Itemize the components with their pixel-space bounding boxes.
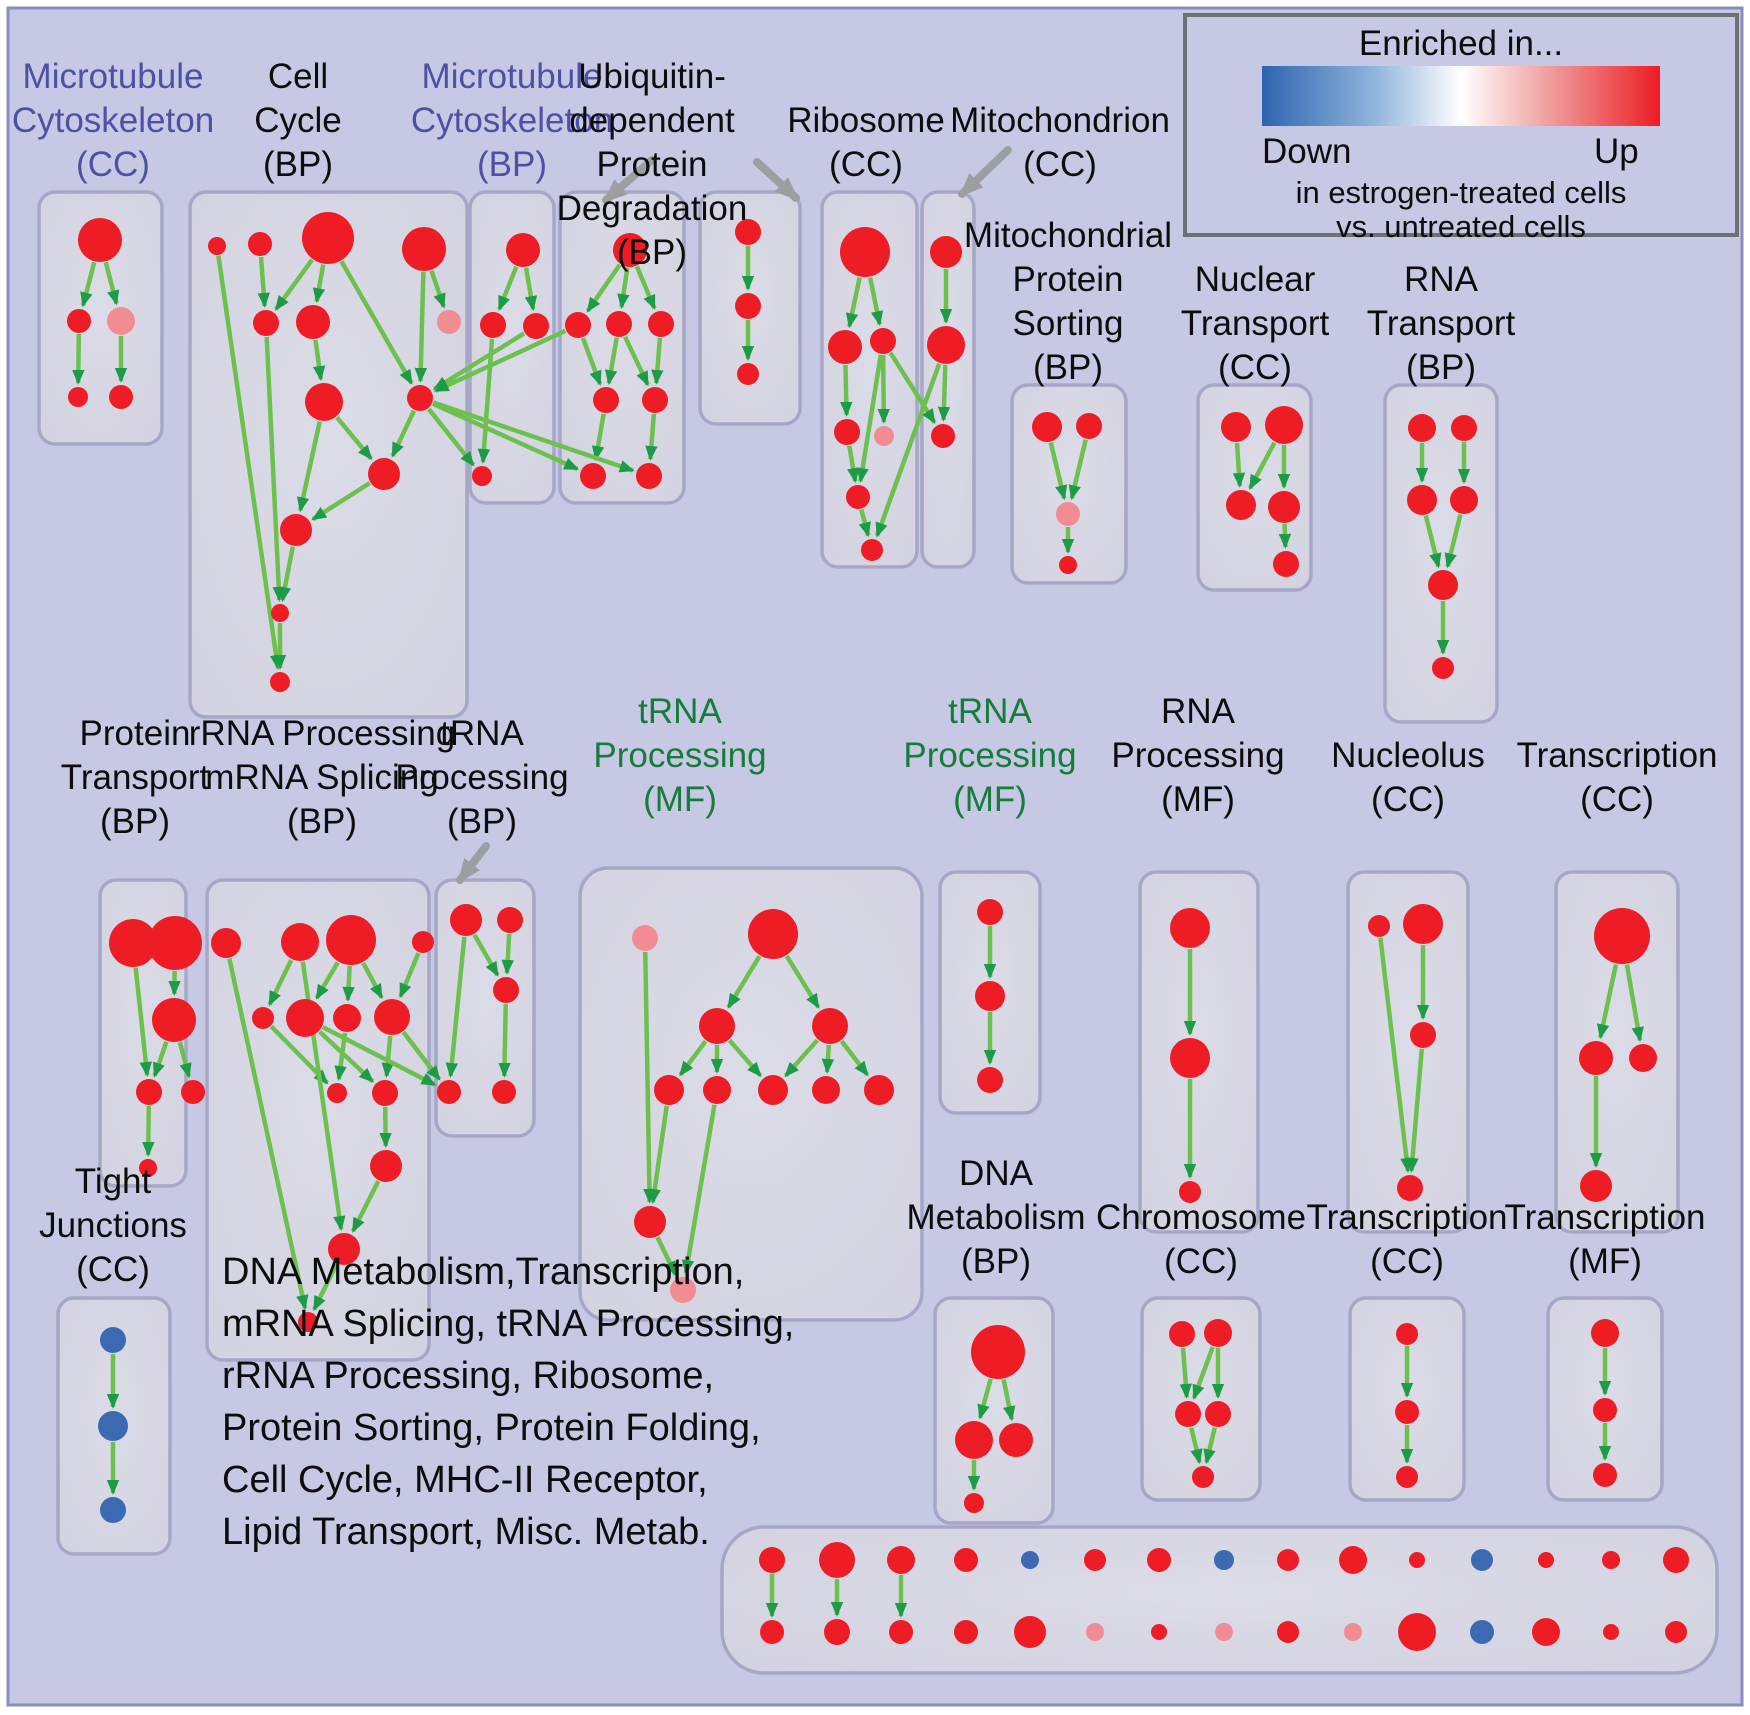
cluster-label-line: Microtubule — [421, 57, 603, 96]
go-term-node — [1579, 1041, 1613, 1075]
go-term-node — [870, 328, 896, 354]
cluster-label-line: Protein — [596, 145, 708, 184]
go-term-node — [1629, 1044, 1657, 1072]
cluster-label-line: Protein — [1012, 260, 1124, 299]
go-term-node — [1408, 414, 1436, 442]
go-term-node — [1594, 908, 1650, 964]
go-term-node — [1175, 1401, 1201, 1427]
cluster-label-line: RNA — [1161, 692, 1235, 731]
cluster-label-line: Degradation — [556, 189, 748, 228]
edge — [944, 365, 946, 420]
go-term-node — [1205, 1401, 1231, 1427]
go-term-node — [1396, 1466, 1418, 1488]
cluster-label-line: (CC) — [1371, 780, 1445, 819]
cluster-label-line: Processing — [1111, 736, 1285, 775]
go-term-node — [1450, 486, 1478, 514]
go-term-node — [977, 1067, 1003, 1093]
go-term-node — [1602, 1551, 1620, 1569]
cluster-label-line: Mitochondrial — [963, 216, 1173, 255]
go-term-node — [1170, 908, 1210, 948]
go-term-node — [253, 310, 279, 336]
cluster-label-line: (MF) — [643, 780, 717, 819]
cluster-label-line: Cytoskeleton — [410, 101, 614, 140]
cluster-label-line: (MF) — [953, 780, 1027, 819]
go-term-node — [648, 311, 674, 337]
go-term-node — [1368, 915, 1390, 937]
go-term-node — [68, 387, 88, 407]
go-term-node — [1056, 502, 1080, 526]
cluster-label-line: rRNA Processing — [188, 714, 456, 753]
go-term-node — [1147, 1548, 1171, 1572]
go-term-node — [1021, 1551, 1039, 1569]
go-term-node — [1432, 657, 1454, 679]
go-term-node — [812, 1076, 840, 1104]
go-term-node — [887, 1546, 915, 1574]
go-term-node — [703, 1076, 731, 1104]
go-term-node — [211, 928, 241, 958]
go-term-node — [305, 383, 343, 421]
go-term-node — [593, 387, 619, 413]
cluster-label-line: Transport — [60, 758, 210, 797]
go-term-node — [1665, 1621, 1687, 1643]
go-term-node — [1204, 1319, 1232, 1347]
cluster-label-line: tRNA — [638, 692, 722, 731]
go-term-node — [372, 1080, 398, 1106]
go-term-node — [1451, 415, 1477, 441]
go-term-node — [1169, 1321, 1195, 1347]
go-term-node — [759, 1547, 785, 1573]
edge — [348, 966, 350, 1000]
go-term-node — [107, 307, 135, 335]
go-term-node — [286, 999, 324, 1037]
cluster-label-line: (BP) — [1033, 348, 1103, 387]
go-term-node — [374, 999, 410, 1035]
go-term-node — [954, 1620, 978, 1644]
go-term-node — [109, 385, 133, 409]
go-term-node — [437, 1080, 461, 1104]
go-term-node — [1059, 556, 1077, 574]
go-term-node — [248, 232, 272, 256]
go-term-node — [1273, 551, 1299, 577]
legend-gradient-bar — [1262, 66, 1660, 126]
edge — [1237, 443, 1240, 486]
edge — [385, 1107, 386, 1146]
cluster-label-line: Nuclear — [1194, 260, 1316, 299]
legend-subtitle-1: in estrogen-treated cells — [1295, 175, 1627, 210]
footnote-line: mRNA Splicing, tRNA Processing, — [222, 1303, 795, 1345]
go-term-node — [1032, 412, 1062, 442]
cluster-label-line: Transcription — [1306, 1198, 1508, 1237]
go-term-node — [954, 1548, 978, 1572]
go-term-node — [1192, 1466, 1214, 1488]
cluster-label-line: Mitochondrion — [950, 101, 1170, 140]
cluster-label-line: (CC) — [1023, 145, 1097, 184]
go-term-node — [1268, 491, 1300, 523]
go-term-node — [327, 1083, 347, 1103]
cluster-label-line: Tight — [74, 1162, 152, 1201]
go-term-node — [1221, 412, 1251, 442]
go-term-node — [999, 1423, 1033, 1457]
go-term-node — [270, 672, 290, 692]
cluster-label-line: mRNA Splicing — [205, 758, 439, 797]
go-term-node — [654, 1075, 684, 1105]
go-term-node — [642, 387, 668, 413]
go-term-node — [1265, 406, 1303, 444]
go-term-node — [975, 981, 1005, 1011]
cluster-box-misc-strip — [722, 1527, 1717, 1673]
cluster-box-rrna-mrna — [207, 880, 429, 1360]
cluster-label-line: Chromosome — [1095, 1198, 1307, 1237]
go-term-node — [100, 1327, 126, 1353]
go-term-node — [281, 923, 319, 961]
go-term-node — [632, 925, 658, 951]
cluster-label-line: tRNA — [440, 714, 524, 753]
go-term-node — [67, 309, 91, 333]
go-term-node — [1396, 1323, 1418, 1345]
cluster-label-line: Cell — [267, 57, 329, 96]
go-term-node — [613, 233, 647, 267]
go-term-node — [271, 604, 289, 622]
edge — [507, 934, 509, 973]
go-term-node — [497, 907, 523, 933]
cluster-label-line: Junctions — [39, 1206, 187, 1245]
go-term-node — [1407, 485, 1437, 515]
go-term-node — [328, 1233, 360, 1265]
go-term-node — [931, 424, 955, 448]
go-term-node — [100, 1497, 126, 1523]
cluster-label-line: Sorting — [1012, 304, 1124, 343]
go-term-node — [139, 1159, 157, 1177]
go-term-node — [1151, 1624, 1167, 1640]
go-term-node — [148, 916, 202, 970]
cluster-label-line: Nucleolus — [1331, 736, 1485, 775]
go-term-node — [636, 463, 662, 489]
cluster-label-line: DNA — [959, 1154, 1033, 1193]
go-term-node — [370, 1150, 402, 1182]
go-term-node — [1395, 1400, 1419, 1424]
go-term-node — [955, 1421, 993, 1459]
go-term-node — [1593, 1398, 1617, 1422]
go-term-node — [1471, 1549, 1493, 1571]
go-term-node — [208, 237, 226, 255]
go-term-node — [565, 312, 591, 338]
go-term-node — [889, 1620, 913, 1644]
go-term-node — [302, 212, 354, 264]
go-term-node — [152, 998, 196, 1042]
edge — [420, 272, 423, 381]
go-term-node — [1603, 1624, 1619, 1640]
go-term-node — [1014, 1616, 1046, 1648]
go-term-node — [828, 330, 862, 364]
go-term-node — [1086, 1623, 1104, 1641]
legend-down-label: Down — [1262, 132, 1352, 171]
go-term-node — [492, 1080, 516, 1104]
go-term-node — [296, 305, 330, 339]
cluster-label-line: (MF) — [1568, 1242, 1642, 1281]
cluster-label-line: (BP) — [286, 802, 357, 841]
cluster-label-line: (CC) — [1218, 348, 1292, 387]
go-term-node — [1580, 1170, 1612, 1202]
legend-up-label: Up — [1594, 132, 1639, 171]
go-term-node — [737, 363, 759, 385]
cluster-label-line: (BP) — [616, 233, 687, 272]
legend-title: Enriched in... — [1358, 24, 1564, 63]
go-term-node — [523, 313, 549, 339]
go-term-node — [1410, 1022, 1436, 1048]
go-term-node — [78, 218, 122, 262]
go-term-node — [493, 977, 519, 1003]
cluster-box-mito-sorting — [1012, 385, 1126, 583]
go-term-node — [333, 1004, 361, 1032]
go-term-node — [812, 1008, 848, 1044]
edge — [845, 365, 846, 415]
edge — [148, 1106, 149, 1155]
go-term-node — [1398, 1613, 1436, 1651]
go-term-node — [412, 931, 434, 953]
go-term-node — [1538, 1552, 1554, 1568]
cluster-label-line: Transport — [1180, 304, 1330, 343]
go-term-node — [1277, 1549, 1299, 1571]
cluster-label-line: (CC) — [1580, 780, 1654, 819]
go-term-node — [834, 419, 860, 445]
go-term-node — [298, 1312, 318, 1332]
go-term-node — [735, 219, 761, 245]
footnote-line: Lipid Transport, Misc. Metab. — [222, 1511, 710, 1553]
cluster-label-line: Cycle — [254, 101, 342, 140]
edge — [504, 1004, 505, 1076]
go-term-node — [1428, 570, 1458, 600]
go-term-node — [606, 311, 632, 337]
go-term-node — [1215, 1623, 1233, 1641]
go-term-node — [735, 293, 761, 319]
edge — [1285, 524, 1286, 547]
go-term-node — [861, 539, 883, 561]
cluster-label-line: (BP) — [263, 145, 333, 184]
cluster-label-line: Processing — [593, 736, 767, 775]
go-term-node — [1532, 1618, 1560, 1646]
go-term-node — [1226, 490, 1256, 520]
footnote-line: Cell Cycle, MHC-II Receptor, — [222, 1459, 708, 1501]
cluster-label-line: Transcription — [1516, 736, 1718, 775]
go-term-node — [760, 1620, 784, 1644]
go-term-node — [1076, 413, 1102, 439]
go-term-node — [280, 514, 312, 546]
edge — [827, 1045, 829, 1072]
go-term-node — [1214, 1550, 1234, 1570]
go-term-node — [977, 899, 1003, 925]
cluster-label-line: Processing — [395, 758, 569, 797]
go-term-node — [450, 904, 482, 936]
go-term-node — [480, 312, 506, 338]
cluster-label-line: (CC) — [1370, 1242, 1444, 1281]
cluster-label-line: Ribosome — [787, 101, 945, 140]
go-term-node — [136, 1079, 162, 1105]
go-term-node — [634, 1206, 666, 1238]
go-term-node — [407, 385, 433, 411]
cluster-label-line: Transport — [1366, 304, 1516, 343]
go-term-node — [181, 1080, 205, 1104]
legend — [1185, 15, 1737, 235]
go-term-node — [326, 915, 376, 965]
cluster-label-line: Metabolism — [906, 1198, 1086, 1237]
go-term-node — [930, 236, 962, 268]
cluster-label-line: Protein — [79, 714, 191, 753]
go-term-node — [840, 227, 890, 277]
footnote-line: Protein Sorting, Protein Folding, — [222, 1407, 761, 1449]
go-term-node — [1663, 1547, 1689, 1573]
cluster-label-line: (BP) — [446, 802, 517, 841]
cluster-label-line: RNA — [1404, 260, 1478, 299]
go-term-node — [1470, 1620, 1494, 1644]
go-term-node — [1084, 1549, 1106, 1571]
cluster-label-line: (CC) — [1164, 1242, 1238, 1281]
go-term-node — [1179, 1181, 1201, 1203]
go-term-node — [819, 1542, 855, 1578]
go-term-node — [1339, 1546, 1367, 1574]
go-term-node — [927, 326, 965, 364]
cluster-label-line: dependent — [569, 101, 735, 140]
cluster-label-line: (CC) — [76, 1250, 150, 1289]
footnote-line: rRNA Processing, Ribosome, — [222, 1355, 715, 1397]
go-term-node — [1344, 1623, 1362, 1641]
go-term-node — [252, 1007, 274, 1029]
cluster-label-line: (BP) — [1405, 348, 1476, 387]
go-term-node — [758, 1075, 788, 1105]
go-term-node — [864, 1075, 894, 1105]
go-term-node — [98, 1411, 128, 1441]
go-term-node — [670, 1277, 696, 1303]
go-term-node — [1397, 1175, 1423, 1201]
go-term-node — [472, 466, 492, 486]
go-term-node — [368, 458, 400, 490]
go-term-node — [824, 1619, 850, 1645]
go-term-node — [1409, 1552, 1425, 1568]
cluster-label-line: Ubiquitin- — [578, 57, 726, 96]
go-term-node — [1277, 1621, 1299, 1643]
cluster-label-line: (MF) — [1161, 780, 1235, 819]
cluster-label-line: (CC) — [76, 145, 150, 184]
go-term-node — [1591, 1319, 1619, 1347]
edge — [78, 334, 79, 383]
go-term-node — [699, 1008, 735, 1044]
cluster-label-line: Processing — [903, 736, 1077, 775]
go-term-node — [1403, 904, 1443, 944]
go-term-node — [437, 310, 461, 334]
go-term-node — [874, 426, 894, 446]
go-term-node — [964, 1493, 984, 1513]
cluster-label-line: Cytoskeleton — [11, 101, 215, 140]
go-term-node — [1593, 1463, 1617, 1487]
footnote-line: DNA Metabolism,Transcription, — [222, 1251, 745, 1293]
cluster-label-line: (CC) — [829, 145, 903, 184]
cluster-label-line: (BP) — [960, 1242, 1031, 1281]
cluster-label-line: (BP) — [99, 802, 170, 841]
go-term-node — [580, 463, 606, 489]
go-term-node — [971, 1325, 1025, 1379]
cluster-label-line: tRNA — [948, 692, 1032, 731]
go-term-node — [402, 227, 446, 271]
cluster-label-line: Transcription — [1504, 1198, 1706, 1237]
go-term-node — [506, 233, 540, 267]
edge — [883, 355, 884, 422]
go-term-node — [1170, 1038, 1210, 1078]
go-term-node — [846, 485, 870, 509]
cluster-label-line: Microtubule — [22, 57, 204, 96]
legend-subtitle-2: vs. untreated cells — [1336, 209, 1586, 244]
cluster-label-line: (BP) — [476, 145, 547, 184]
go-term-node — [748, 909, 798, 959]
